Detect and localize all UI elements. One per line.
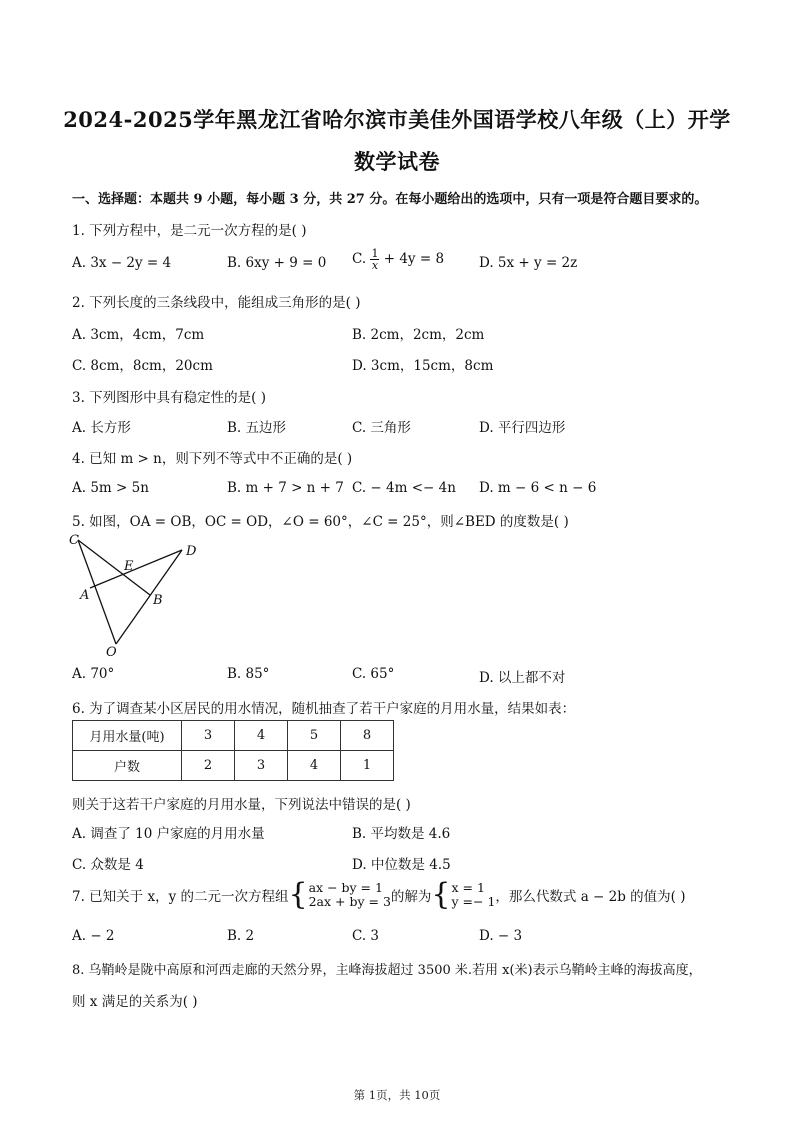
table-cell: 4 (288, 751, 341, 781)
question-1-option-c (352, 248, 444, 271)
question-7-stem-c: ，那么代数式 a − 2b 的值为( ) (495, 889, 686, 905)
page-title: 2024-2025学年黑龙江省哈尔滨市美佳外国语学校八年级（上）开学 (63, 107, 731, 132)
question-6-stem: 6. 为了调查某小区居民的用水情况，随机抽查了若干户家庭的月用水量，结果如表： (72, 701, 576, 717)
question-5-option-a: A. 70° (72, 666, 115, 682)
question-4-option-a: A. 5m > 5n (72, 480, 149, 496)
question-1-stem: 1. 下列方程中，是二元一次方程的是( ) (72, 223, 307, 239)
question-3-option-a: A. 长方形 (72, 420, 131, 436)
table-header-cell: 4 (235, 721, 288, 751)
question-6-option-a: A. 调查了 10 户家庭的月用水量 (72, 826, 265, 842)
question-6-option-d: D. 中位数是 4.5 (352, 857, 451, 873)
point-label-A: A (80, 588, 90, 603)
table-cell: 户数 (73, 751, 182, 781)
table-header-cell: 3 (182, 721, 235, 751)
question-6-stem-2: 则关于这若干户家庭的月用水量，下列说法中错误的是( ) (72, 797, 411, 813)
question-8-stem-2: 则 x 满足的关系为( ) (72, 994, 198, 1010)
water-usage-table (72, 720, 394, 781)
section-heading: 一、选择题：本题共 9 小题，每小题 3 分，共 27 分。在每小题给出的选项中，只有一项是符合题目要求的。 (72, 192, 708, 207)
question-5-stem: 5. 如图，OA = OB，OC = OD，∠O = 60°，∠C = 25°，则∠BED 的度数是( ) (72, 514, 569, 530)
fraction-denominator: x (371, 259, 379, 272)
question-2-option-d: D. 3cm，15cm，8cm (352, 358, 494, 374)
question-3-stem: 3. 下列图形中具有稳定性的是( ) (72, 390, 266, 406)
question-1-option-c-prefix: C. (352, 251, 371, 267)
equation-2: 2ax + by = 3 (308, 894, 391, 909)
question-1-option-b: B. 6xy + 9 = 0 (227, 255, 327, 271)
solution-system (452, 881, 496, 909)
question-2-stem: 2. 下列长度的三条线段中，能组成三角形的是( ) (72, 295, 361, 311)
question-4-option-c: C. − 4m <− 4n (352, 480, 456, 496)
table-cell: 1 (341, 751, 394, 781)
question-1-option-d: D. 5x + y = 2z (479, 255, 578, 271)
point-label-B: B (153, 593, 163, 608)
left-brace-icon: { (431, 877, 451, 912)
solution-1: x = 1 (451, 880, 485, 895)
question-5-option-d: D. 以上都不对 (479, 670, 566, 686)
equation-system (309, 881, 391, 909)
question-2-option-a: A. 3cm，4cm，7cm (72, 327, 205, 343)
table-row (73, 721, 394, 751)
point-label-D: D (186, 544, 197, 559)
question-7-option-b: B. 2 (227, 928, 255, 944)
question-4-stem: 4. 已知 m > n，则下列不等式中不正确的是( ) (72, 451, 353, 467)
question-1-option-c-rest: + 4y = 8 (379, 251, 445, 267)
question-7-stem-a: 7. 已知关于 x，y 的二元一次方程组 (72, 889, 289, 905)
question-5-option-b: B. 85° (227, 666, 270, 682)
question-7-option-d: D. − 3 (479, 928, 523, 944)
question-8-stem: 8. 乌鞘岭是陇中高原和河西走廊的天然分界，主峰海拔超过 3500 米.若用 x(米)表示乌鞘岭主峰的海拔高度， (72, 963, 702, 978)
question-4-option-d: D. m − 6 < n − 6 (479, 480, 597, 496)
point-label-E: E (124, 559, 134, 574)
equation-1: ax − by = 1 (308, 880, 383, 895)
question-6-option-c: C. 众数是 4 (72, 857, 144, 873)
table-header-cell: 月用水量(吨) (73, 721, 182, 751)
question-3-option-d: D. 平行四边形 (479, 420, 566, 436)
point-label-O: O (106, 645, 117, 658)
question-7-stem-b: 的解为 (390, 889, 432, 905)
page-subtitle: 数学试卷 (354, 149, 440, 174)
table-row (73, 751, 394, 781)
table-header-cell: 5 (288, 721, 341, 751)
triangle-figure (66, 532, 206, 658)
point-label-C: C (69, 533, 79, 548)
fraction-numerator: 1 (371, 247, 379, 260)
solution-2: y =− 1 (451, 894, 496, 909)
question-5-option-c: C. 65° (352, 666, 395, 682)
left-brace-icon: { (288, 877, 308, 912)
question-1-option-a: A. 3x − 2y = 4 (72, 255, 172, 271)
question-2-option-c: C. 8cm，8cm，20cm (72, 358, 213, 374)
question-7-stem (72, 877, 686, 912)
question-2-option-b: B. 2cm，2cm，2cm (352, 327, 485, 343)
question-6-option-b: B. 平均数是 4.6 (352, 826, 451, 842)
question-7-option-c: C. 3 (352, 928, 380, 944)
question-4-option-b: B. m + 7 > n + 7 (227, 480, 344, 496)
page-footer: 第 1页，共 10页 (353, 1088, 441, 1102)
question-3-option-b: B. 五边形 (227, 420, 287, 436)
question-7-option-a: A. − 2 (72, 928, 115, 944)
table-cell: 3 (235, 751, 288, 781)
table-header-cell: 8 (341, 721, 394, 751)
table-cell: 2 (182, 751, 235, 781)
question-3-option-c: C. 三角形 (352, 420, 411, 436)
